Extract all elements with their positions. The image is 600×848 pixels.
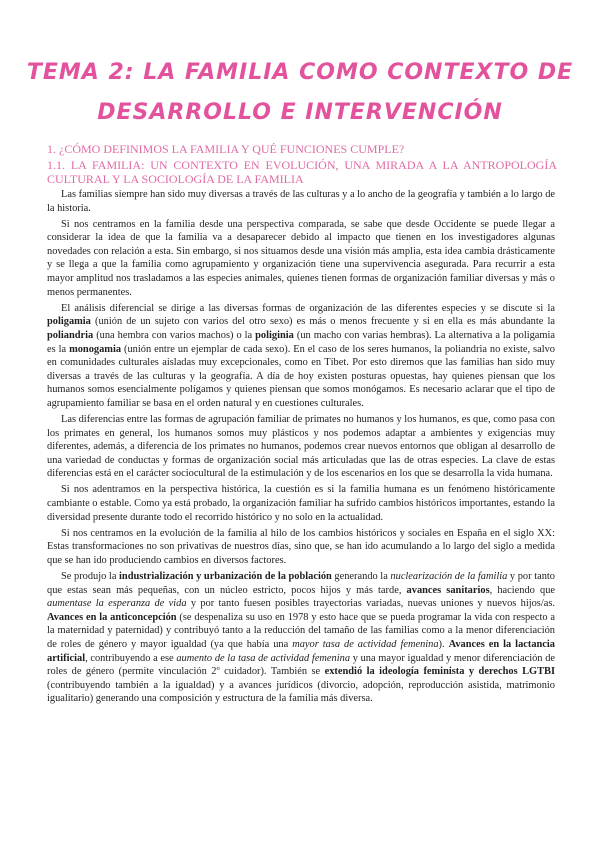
text-run: El análisis diferencial se dirige a las diversas formas de organización de las diferentes especies y se discute si la [61, 302, 555, 314]
text-run: (se despenaliza su uso en 1978 y esto hace que se pueda programar la vida con respecto a la maternidad y paternidad) y contribuyó tanto a la reducción del tamaño de las familias como a la menor diferenciación de roles de género y mayor igualdad (ya que había una [47, 611, 555, 650]
text-run: generando la [331, 571, 391, 583]
section-heading-1: 1. ¿CÓMO DEFINIMOS LA FAMILIA Y QUÉ FUNCIONES CUMPLE? [47, 142, 405, 156]
page-title-line-1: TEMA 2: LA FAMILIA COMO CONTEXTO DE [26, 60, 574, 85]
text-run: , contribuyendo a ese [85, 652, 177, 664]
page-title-line-2: DESARROLLO E INTERVENCIÓN [97, 100, 503, 125]
paragraph-1: Las familias siempre han sido muy diversas a través de las culturas y a lo ancho de la geografía y también a lo largo de la historia. [47, 189, 555, 214]
paragraph-2: Si nos centramos en la familia desde una perspectiva comparada, se sabe que desde Occidente se puede llegar a considerar la idea de que la familia va a desaparecer debido al impacto que tienen en los investigadores algunas novedades con relación a esta. Sin embargo, si nos situamos desde una visión más amplia, esta idea cambia drásticamente y se llega a que la familia como agrupamiento y organización tiene una supervivencia asegurada. Para recurrir a esta mayor amplitud nos trasladamos a las especies animales, quienes tienen formas de organización familiar diversas y más o menos permanentes. [47, 218, 555, 298]
text-run: (un macho con varias hembras). La alternativa a la poligamia es la [47, 329, 555, 355]
text-run: Se produjo la [61, 571, 120, 583]
italic-phrase: nuclearización de la familia [390, 571, 508, 583]
text-run: y por tanto que estas sean más pequeñas, con un núcleo estricto, pocos hijos y más tarde, [47, 571, 555, 596]
italic-phrase: mayor tasa de actividad femenina [292, 639, 439, 650]
text-run: y una mayor igualdad y menor diferenciación de roles de género (permite vinculación 2º cuidador). También se [47, 652, 555, 678]
text-run: , haciendo que [489, 584, 555, 596]
term-poliginia: poliginia [255, 329, 294, 341]
bold-phrase: industrialización y urbanización de la población [119, 571, 332, 583]
text-run: (una hembra con varios machos) o la [93, 329, 256, 341]
italic-phrase: aumento de la tasa de actividad femenina [176, 652, 351, 664]
body-text [47, 188, 555, 708]
italic-phrase: aumentase la esperanza de vida [47, 598, 187, 610]
term-monogamia: monogamia [69, 343, 122, 355]
bold-phrase: avances sanitarios [406, 584, 490, 596]
bold-phrase: extendió la ideología feminista y derechos LGTBI [324, 666, 555, 678]
text-run: (unión de un sujeto con varios del otro sexo) es más o menos frecuente y si en ella es más abundante la [90, 316, 555, 328]
term-poliandria: poliandria [47, 329, 94, 341]
text-run: (contribuyendo también a la igualdad) y a avances jurídicos (divorcio, adopción, reproducción asistida, matrimonio igualitario) generando una composición y estructura de la familia más diversa. [47, 679, 555, 705]
text-run: y por tanto fuesen posibles trayectorias variadas, nuevas uniones y nuevos hijos/as. [186, 598, 555, 610]
bold-phrase: Avances en la lactancia artificial [47, 639, 556, 664]
paragraph-3 [47, 302, 555, 411]
paragraph-4: Las diferencias entre las formas de agrupación familiar de primates no humanos y los humanos, es que, como pasa con los primates en general, los humanos somos muy plásticos y nos podemos adaptar a ambientes y exigencias muy diferentes, además, a diferencia de los primates no humanos, podemos crear nuevos entornos que obligan al desarrollo de una variedad de conductas y formas de organización social más articuladas que las de otras especies. La clave de estas diferencias está en el carácter sociocultural de la estimulación y de los escenarios en los que se desarrolla la vida humana. [47, 414, 555, 480]
subsection-heading-1-1: 1.1. LA FAMILIA: UN CONTEXTO EN EVOLUCIÓN, UNA MIRADA A LA ANTROPOLOGÍA CULTURAL Y LA SOCIOLOGÍA DE LA FAMILIA [47, 158, 557, 186]
paragraph-5: Si nos adentramos en la perspectiva histórica, la cuestión es si la familia humana es un fenómeno históricamente cambiante o estable. Como ya está probado, la organización familiar ha sufrido cambios históricos importantes, estando la diversidad presente durante todo el recorrido histórico y no solo en la actualidad. [47, 484, 555, 523]
text-run: ). [438, 639, 449, 650]
text-run: (unión entre un ejemplar de cada sexo). En el caso de los seres humanos, la poliandria no existe, salvo en comunidades culturales aisladas muy excepcionales, como en Tíbet. Por esto diremos que las familias han sido muy diversas a través de las culturas y la geografía. A día de hoy existen posturas opuestas, hay quienes piensan que los humanos somos esencialmente polígamos y quienes piensan que somos monógamos. Es necesario aclarar que el tipo de agrupamiento familiar se basa en el orden natural y en cuestiones culturales. [47, 343, 555, 409]
paragraph-6: Si nos centramos en la evolución de la familia al hilo de los cambios históricos y sociales en España en el siglo XX: Estas transformaciones no son privativas de nuestros días, sino que, se han ido acumulando a lo largo del siglo a medida que se han ido produciendo cambios en diversos factores. [47, 527, 555, 566]
term-poligamia: poligamia [47, 316, 91, 328]
paragraph-7 [47, 570, 555, 706]
bold-phrase: Avances en la anticoncepción [47, 611, 177, 623]
